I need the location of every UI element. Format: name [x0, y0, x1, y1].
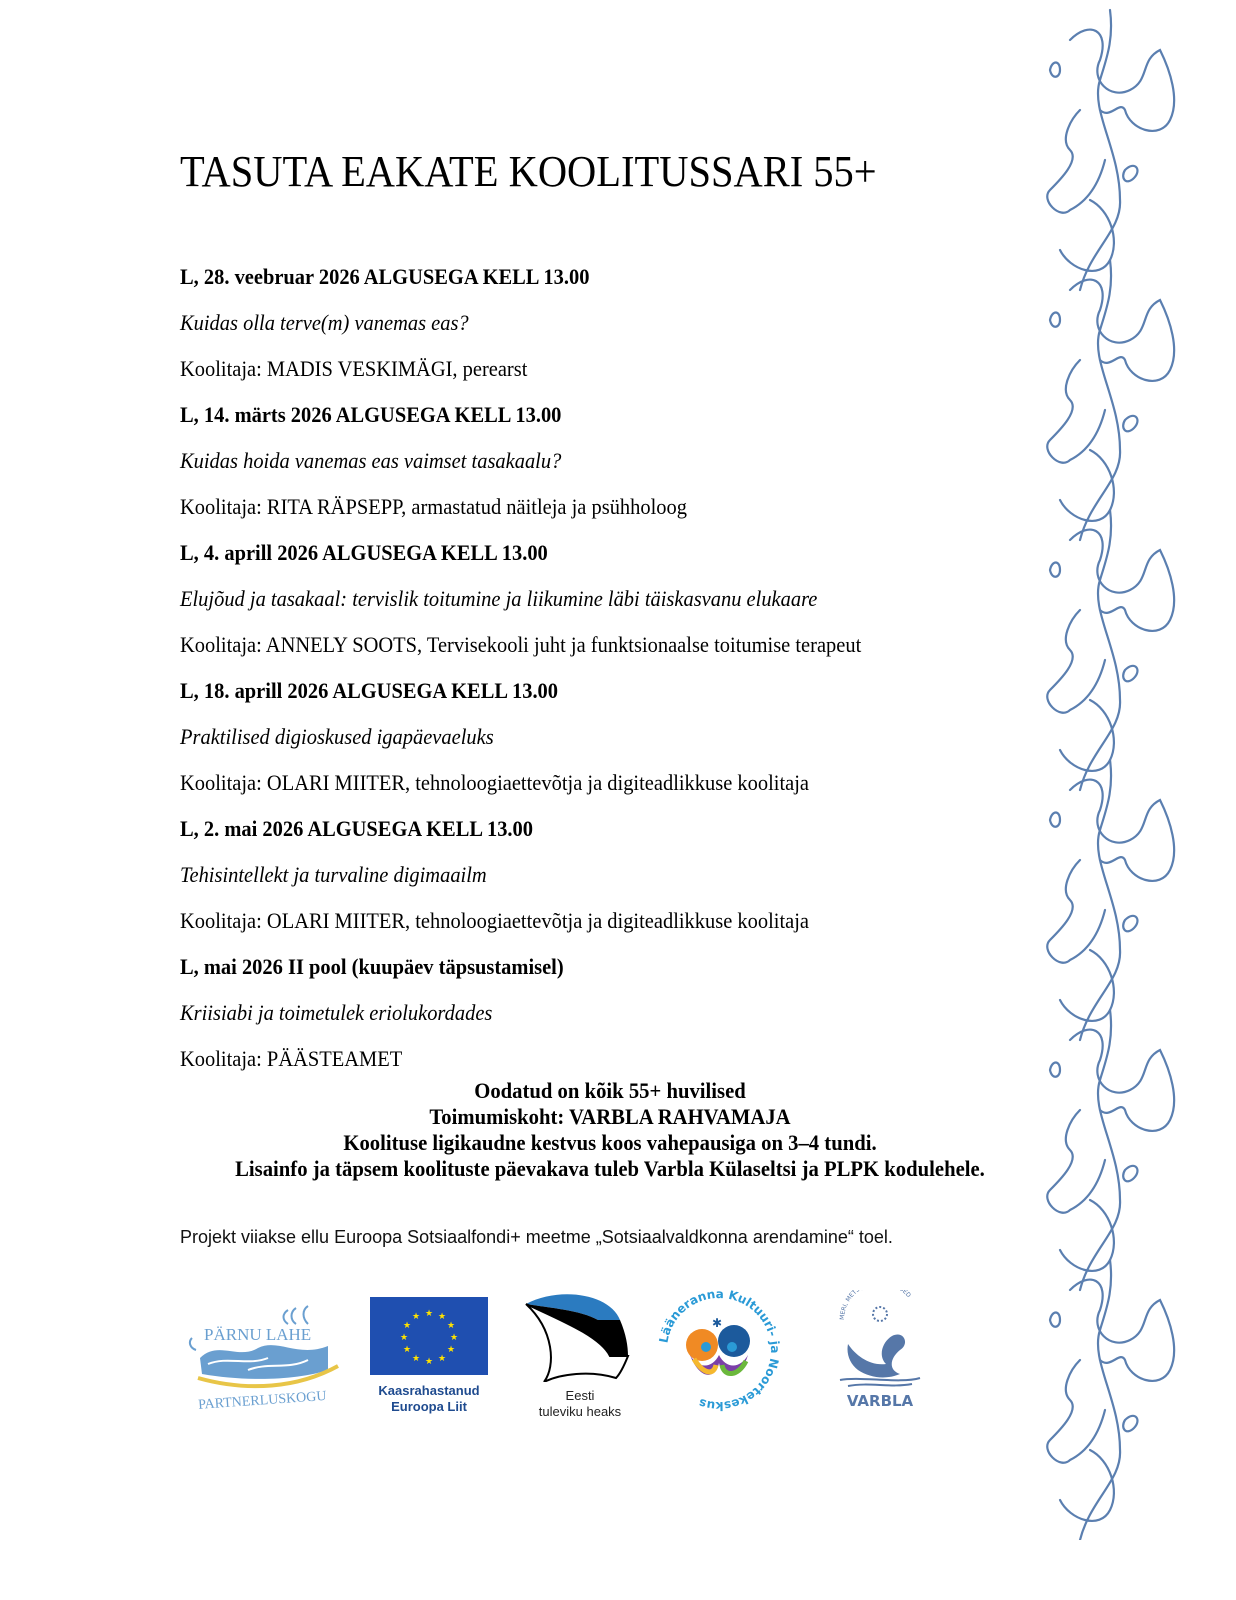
session-item [180, 400, 1010, 538]
session-trainer: Koolitaja: PÄÄSTEAMET [180, 1046, 403, 1071]
session-item [180, 814, 1010, 952]
svg-text:PARTNERLUSKOGU: PARTNERLUSKOGU [197, 1388, 327, 1410]
svg-text:★: ★ [402, 1321, 412, 1331]
svg-text:VARBLA: VARBLA [846, 1392, 914, 1410]
eu-caption-line1: Kaasrahastanud [378, 1383, 480, 1398]
session-item [180, 538, 1010, 676]
varbla-logo [830, 1290, 930, 1415]
eu-flag-icon [370, 1297, 488, 1375]
session-item [180, 676, 1010, 814]
laeneranna-kultuuri-logo [654, 1285, 784, 1415]
info-location: Toimumiskoht: VARBLA RAHVAMAJA [429, 1104, 791, 1129]
session-list [180, 262, 1010, 1090]
svg-text:★: ★ [449, 1333, 459, 1343]
svg-text:★: ★ [402, 1345, 412, 1355]
parnu-waves-icon [188, 1300, 348, 1410]
svg-text:✱: ✱ [712, 1316, 723, 1330]
estonian-flag-sail-icon [520, 1290, 640, 1382]
culture-center-emblem-icon [654, 1285, 784, 1415]
eu-caption-line2: Euroopa Liit [391, 1399, 467, 1414]
info-more: Lisainfo ja täpsem koolituste päevakava tuleb Varbla Külaseltsi ja PLPK kodulehele. [235, 1156, 985, 1181]
svg-text:MERI, METS JA MEIESUGUSED: MERI, MET ED [838, 1290, 913, 1321]
session-trainer: Koolitaja: ANNELY SOOTS, Tervisekooli juht ja funktsionaalse toitumise terapeut [180, 632, 862, 657]
session-topic: Kuidas olla terve(m) vanemas eas? [180, 310, 469, 335]
session-topic: Tehisintellekt ja turvaline digimaailm [180, 862, 487, 887]
session-topic: Kuidas hoida vanemas eas vaimset tasakaalu? [180, 448, 562, 473]
svg-text:★: ★ [424, 1309, 434, 1319]
session-date: L, 28. veebruar 2026 ALGUSEGA KELL 13.00 [180, 264, 590, 289]
session-topic: Elujõud ja tasakaal: tervislik toitumine ja liikumine läbi täiskasvanu elukaare [180, 586, 818, 611]
session-topic: Praktilised digioskused igapäevaeluks [180, 724, 494, 749]
funding-note: Projekt viiakse ellu Euroopa Sotsiaalfondi+ meetme „Sotsiaalvaldkonna arendamine“ toel. [180, 1227, 893, 1247]
event-info-block [180, 1078, 1040, 1182]
session-topic: Kriisiabi ja toimetulek eriolukordades [180, 1000, 493, 1025]
svg-text:★: ★ [399, 1333, 409, 1343]
session-trainer: Koolitaja: MADIS VESKIMÄGI, perearst [180, 356, 528, 381]
sponsor-logos [180, 1285, 960, 1435]
svg-text:Läänerannа Kultuuri- ja Noorte: Läänerannа Kultuuri- ja Noortekeskus [656, 1286, 783, 1414]
parnu-lahe-logo [188, 1300, 348, 1410]
eu-cofunded-logo [370, 1297, 488, 1415]
session-date: L, 18. aprill 2026 ALGUSEGA KELL 13.00 [180, 678, 559, 703]
eesti-tuleviku-heaks-logo [520, 1290, 640, 1420]
eesti-caption-line2: tuleviku heaks [538, 1404, 622, 1419]
svg-text:★: ★ [424, 1357, 434, 1367]
page-title: TASUTA EAKATE KOOLITUSSARI 55+ [180, 147, 877, 196]
session-item [180, 262, 1010, 400]
session-date: L, 2. mai 2026 ALGUSEGA KELL 13.00 [180, 816, 534, 841]
svg-text:★: ★ [446, 1345, 456, 1355]
decorative-border-ornament [1030, 0, 1190, 1540]
session-item [180, 952, 1010, 1090]
svg-text:★: ★ [411, 1354, 421, 1364]
svg-text:★: ★ [446, 1321, 456, 1331]
session-date: L, mai 2026 II pool (kuupäev täpsustamisel) [180, 954, 564, 979]
session-date: L, 4. aprill 2026 ALGUSEGA KELL 13.00 [180, 540, 548, 565]
svg-text:★: ★ [437, 1354, 447, 1364]
info-duration: Koolituse ligikaudne kestvus koos vahepausiga on 3–4 tundi. [343, 1130, 877, 1155]
session-date: L, 14. märts 2026 ALGUSEGA KELL 13.00 [180, 402, 562, 427]
session-trainer: Koolitaja: OLARI MIITER, tehnoloogiaettevõtja ja digiteadlikkuse koolitaja [180, 770, 809, 795]
svg-text:★: ★ [437, 1312, 447, 1322]
eesti-caption-line1: Eesti [565, 1388, 595, 1403]
info-audience: Oodatud on kõik 55+ huvilised [474, 1078, 746, 1103]
varbla-swan-icon [830, 1290, 930, 1415]
svg-text:★: ★ [411, 1312, 421, 1322]
session-trainer: Koolitaja: OLARI MIITER, tehnoloogiaettevõtja ja digiteadlikkuse koolitaja [180, 908, 809, 933]
session-trainer: Koolitaja: RITA RÄPSEPP, armastatud näitleja ja psühholoog [180, 494, 687, 519]
svg-text:PÄRNU LAHE: PÄRNU LAHE [204, 1325, 312, 1344]
